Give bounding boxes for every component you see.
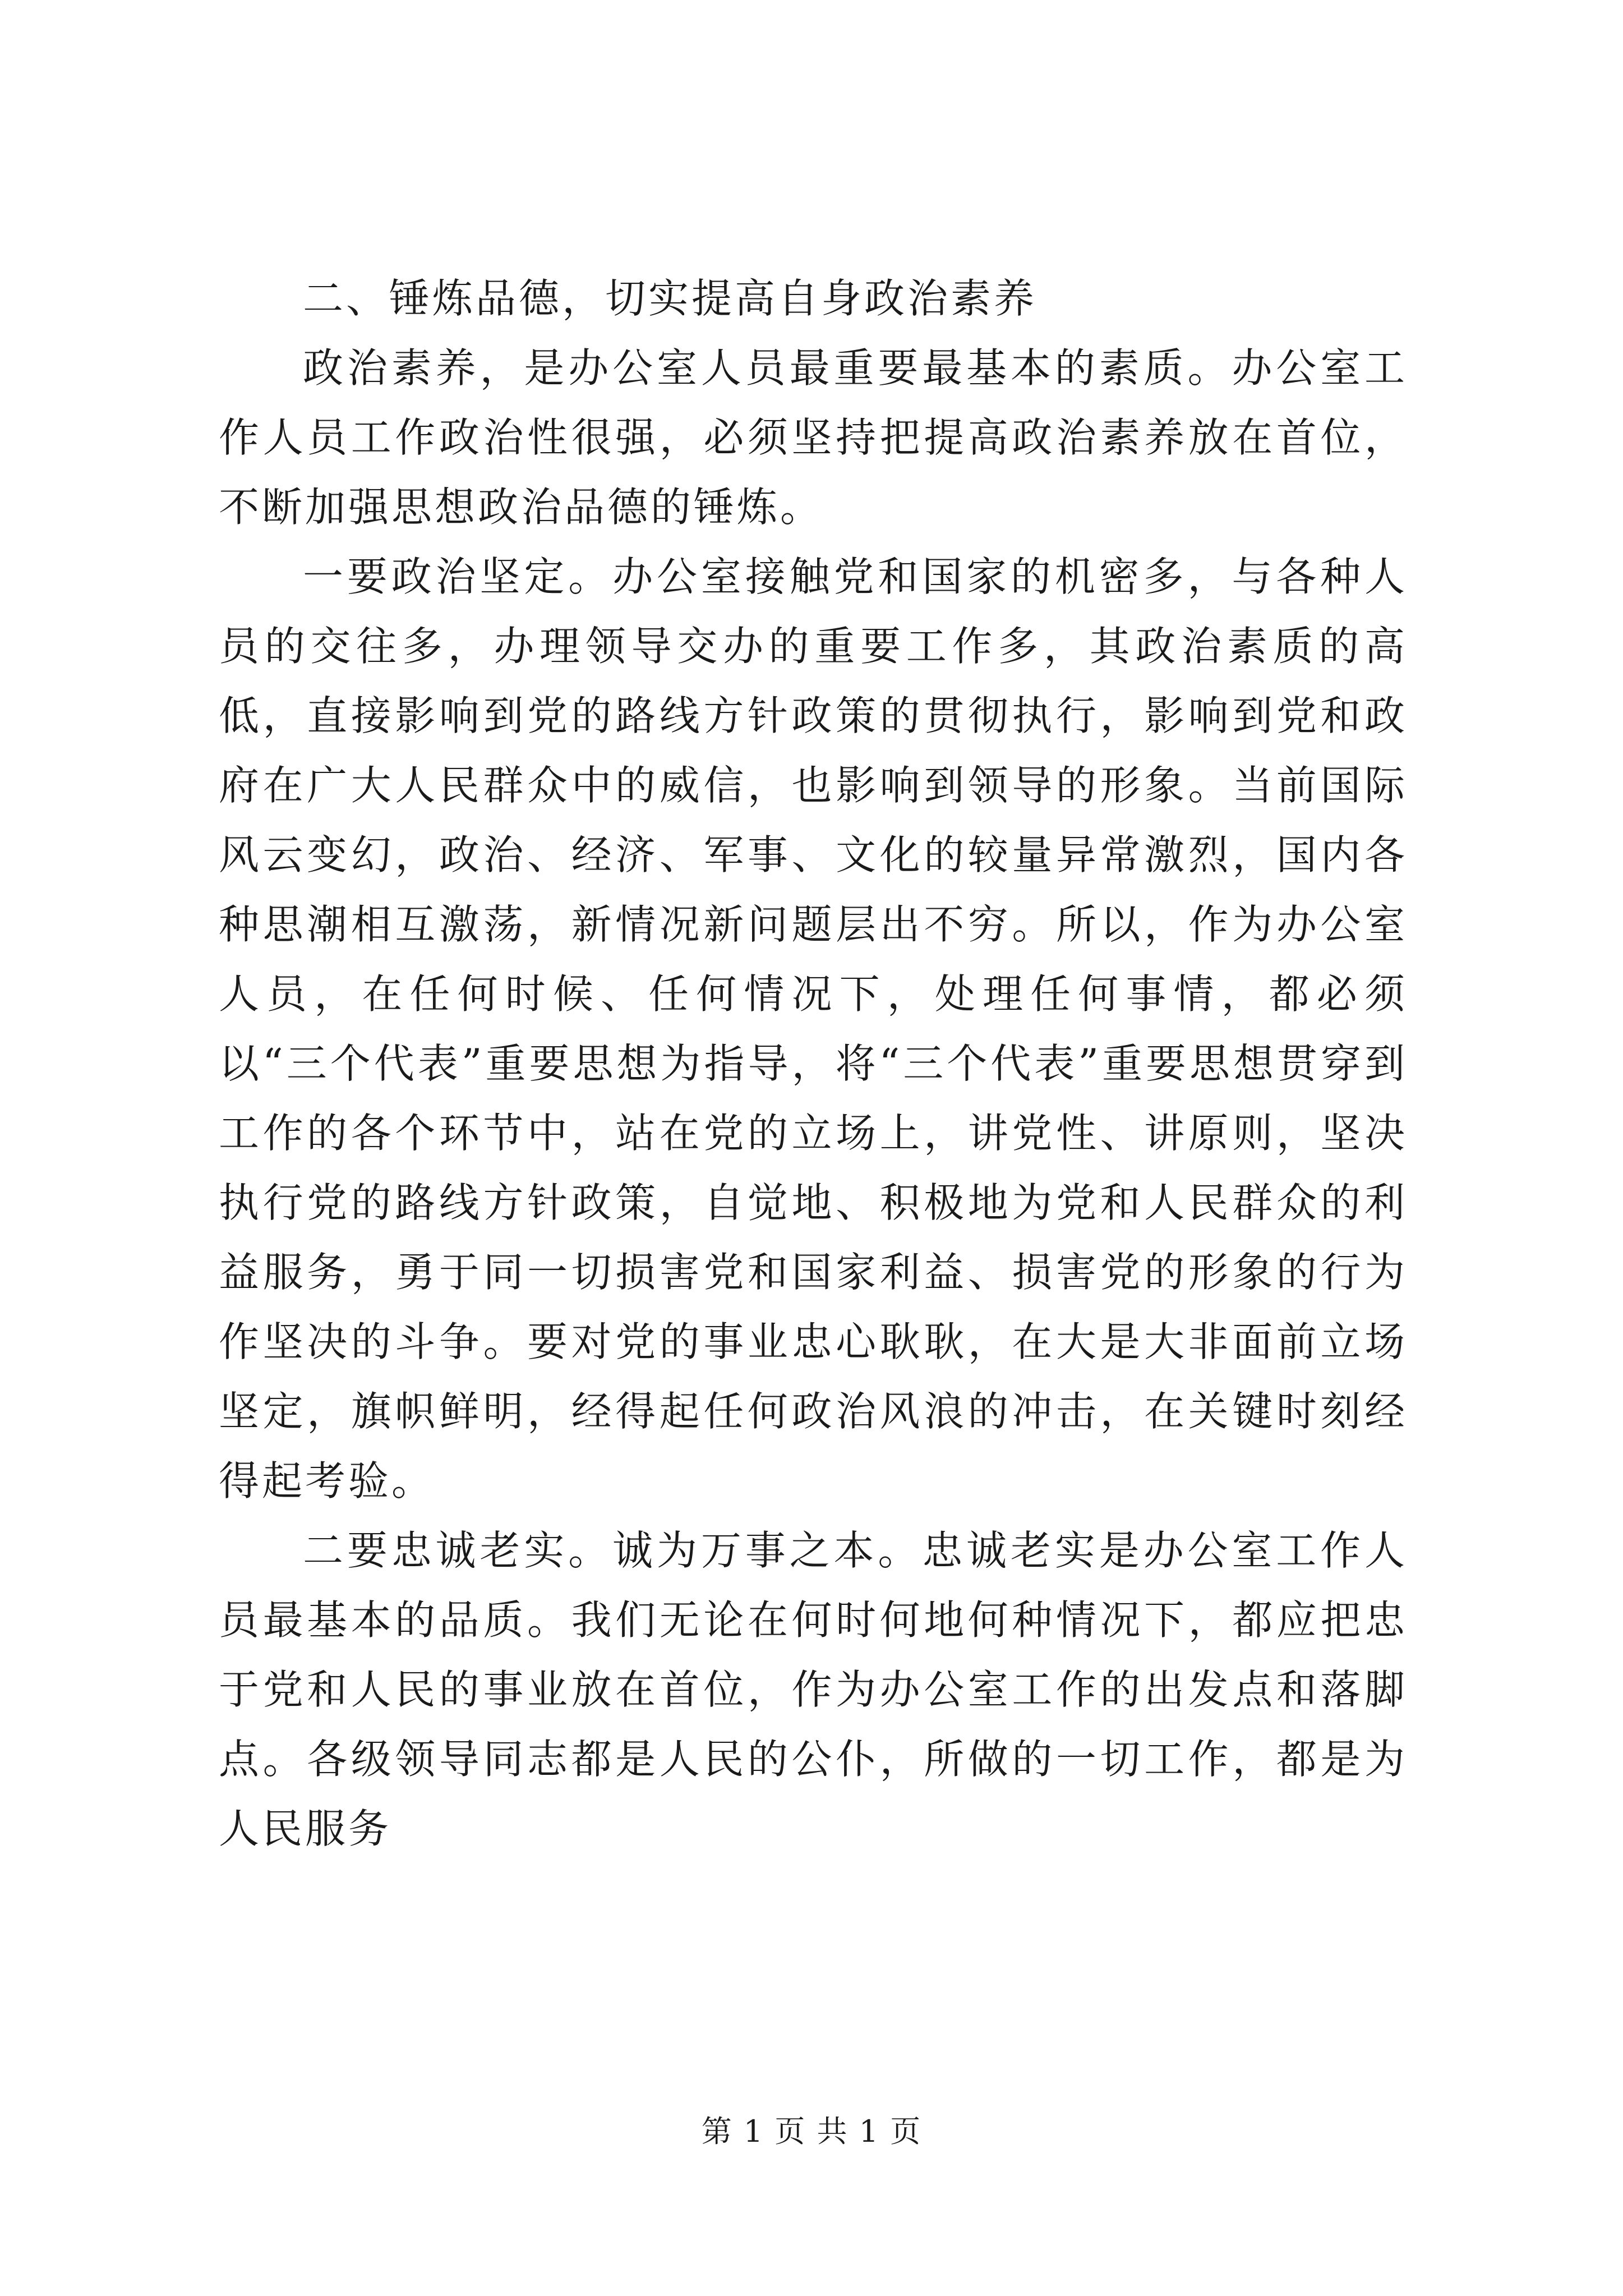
paragraph-loyalty-honesty: 二要忠诚老实。诚为万事之本。忠诚老实是办公室工作人员最基本的品质。我们无论在何时何地何种情况下，都应把忠于党和人民的事业放在首位，作为办公室工作的出发点和落脚点。各级领导同志都是人民的公仆，所做的一切工作，都是为人民服务 [219, 1527, 1408, 1852]
page-footer: 第 1 页 共 1 页 [701, 2114, 922, 2149]
paragraph-intro: 政治素养，是办公室人员最重要最基本的素质。办公室工作人员工作政治性很强，必须坚持把提高政治素养放在首位，不断加强思想政治品德的锤炼。 [219, 344, 1408, 531]
section-heading: 二、锤炼品德，切实提高自身政治素养 [303, 275, 1038, 322]
document-body [219, 264, 1408, 1864]
paragraph-political-firmness: 一要政治坚定。办公室接触党和国家的机密多，与各种人员的交往多，办理领导交办的重要工作多，其政治素质的高低，直接影响到党的路线方针政策的贯彻执行，影响到党和政府在广大人民群众中的威信，也影响到领导的形象。当前国际风云变幻，政治、经济、军事、文化的较量异常激烈，国内各种思潮相互激荡，新情况新问题层出不穷。所以，作为办公室人员，在任何时候、任何情况下，处理任何事情，都必须以“三个代表”重要思想为指导，将“三个代表”重要思想贯穿到工作的各个环节中，站在党的立场上，讲党性、讲原则，坚决执行党的路线方针政策，自觉地、积极地为党和人民群众的利益服务，勇于同一切损害党和国家利益、损害党的形象的行为作坚决的斗争。要对党的事业忠心耿耿，在大是大非面前立场坚定，旗帜鲜明，经得起任何政治风浪的冲击，在关键时刻经得起考验。 [219, 553, 1408, 1504]
